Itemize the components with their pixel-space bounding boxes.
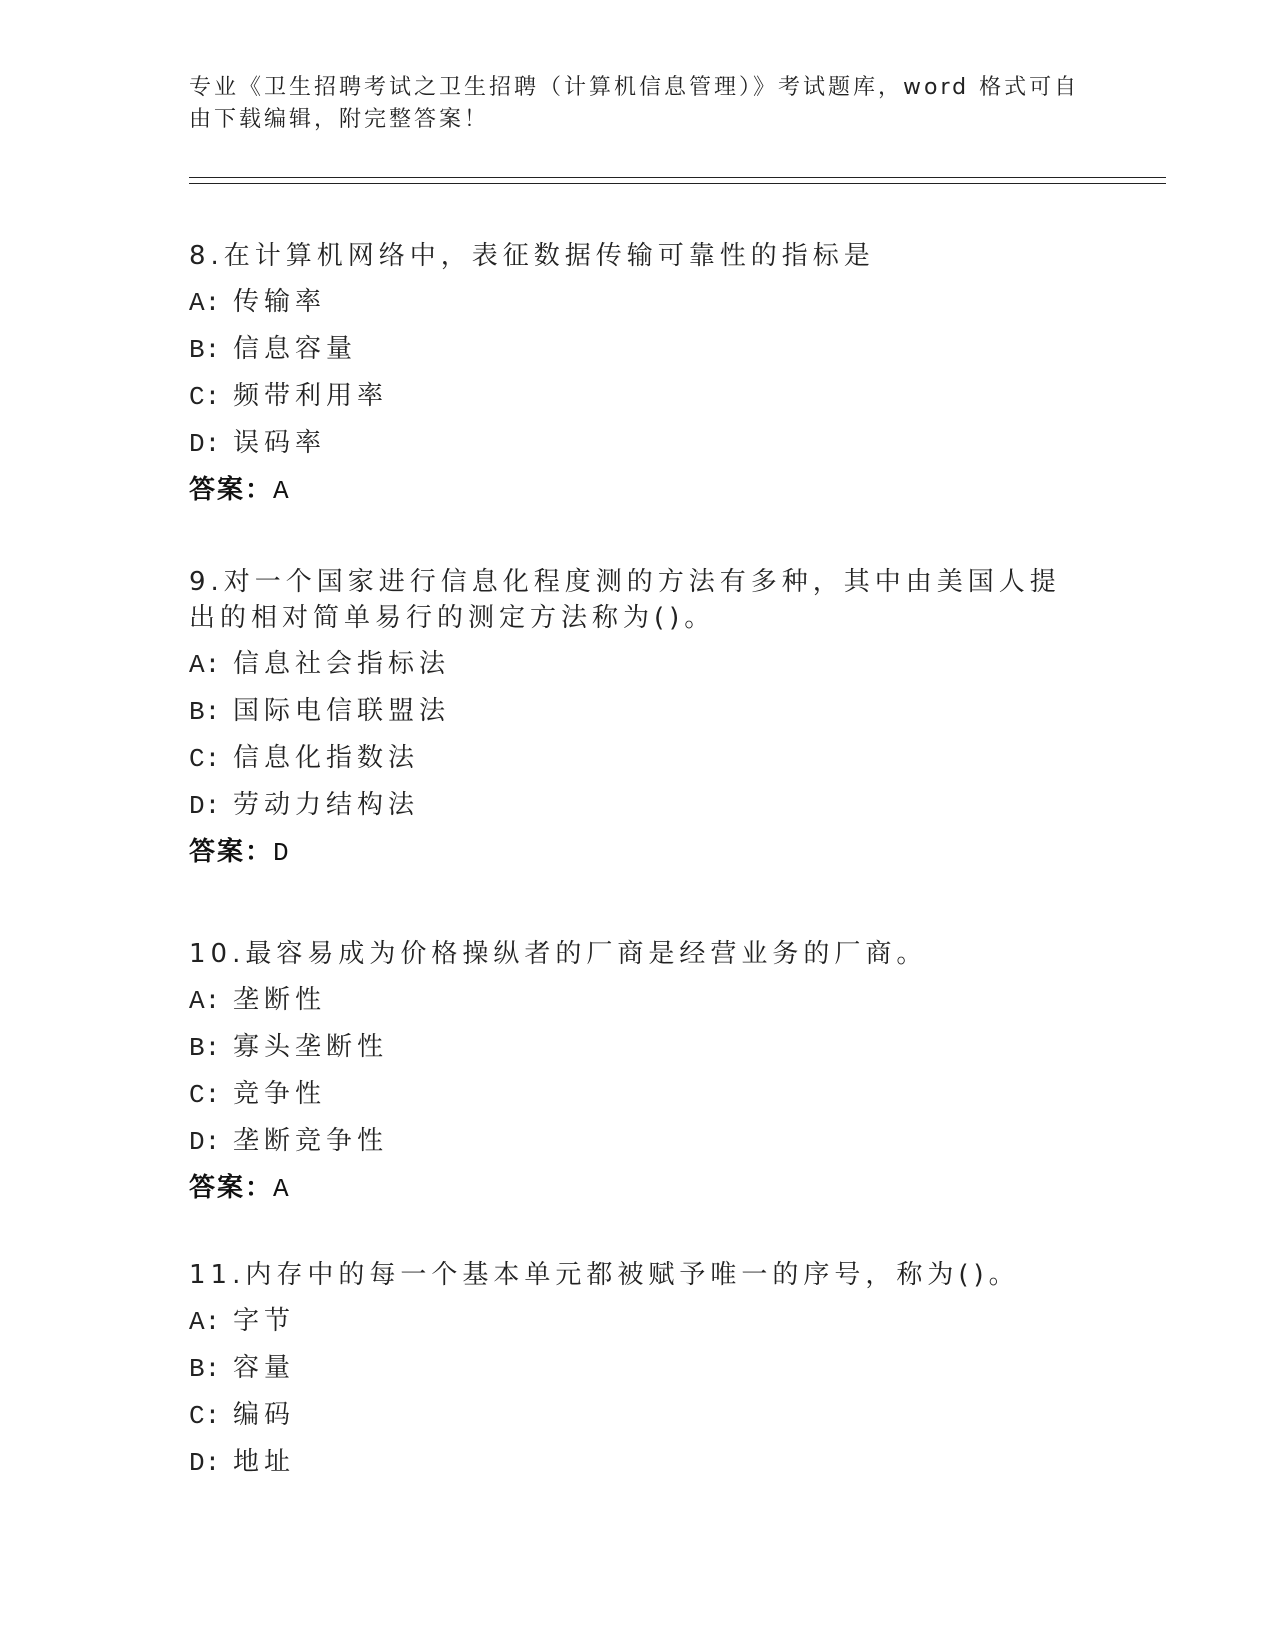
answer-label: 答案： bbox=[189, 837, 274, 867]
answer-line bbox=[189, 1170, 1089, 1207]
option-letter: D: bbox=[189, 429, 221, 459]
option-b bbox=[189, 1350, 1089, 1387]
option-d bbox=[189, 1123, 1089, 1160]
option-b bbox=[189, 1029, 1089, 1066]
option-letter: D: bbox=[189, 791, 221, 821]
option-text: 信息化指数法 bbox=[233, 743, 420, 773]
option-letter: A: bbox=[189, 650, 221, 680]
option-b bbox=[189, 331, 1089, 368]
header-divider-top bbox=[189, 177, 1166, 178]
document-header: 专业《卫生招聘考试之卫生招聘（计算机信息管理）》考试题库，word 格式可自由下载编辑，附完整答案！ bbox=[189, 75, 1080, 132]
option-letter: D: bbox=[189, 1127, 221, 1157]
option-a bbox=[189, 646, 1089, 683]
option-d bbox=[189, 425, 1089, 462]
option-text: 垄断性 bbox=[233, 985, 327, 1015]
question-stem: 8.在计算机网络中，表征数据传输可靠性的指标是 bbox=[189, 241, 875, 271]
option-letter: C: bbox=[189, 382, 221, 412]
option-text: 国际电信联盟法 bbox=[233, 696, 451, 726]
answer-line bbox=[189, 834, 1089, 871]
option-text: 编码 bbox=[233, 1400, 296, 1430]
option-letter: A: bbox=[189, 1307, 221, 1337]
option-text: 信息社会指标法 bbox=[233, 649, 451, 679]
option-text: 频带利用率 bbox=[233, 381, 389, 411]
option-text: 劳动力结构法 bbox=[233, 790, 420, 820]
option-letter: C: bbox=[189, 1080, 221, 1110]
option-c bbox=[189, 1076, 1089, 1113]
option-text: 字节 bbox=[233, 1306, 296, 1336]
question-stem: 11.内存中的每一个基本单元都被赋予唯一的序号，称为()。 bbox=[189, 1260, 1020, 1290]
option-text: 信息容量 bbox=[233, 334, 358, 364]
question-stem: 10.最容易成为价格操纵者的厂商是经营业务的厂商。 bbox=[189, 939, 928, 969]
option-a bbox=[189, 284, 1089, 321]
option-a bbox=[189, 982, 1089, 1019]
option-text: 垄断竞争性 bbox=[233, 1126, 389, 1156]
answer-label: 答案： bbox=[189, 1173, 274, 1203]
answer-value: A bbox=[273, 476, 291, 506]
option-c bbox=[189, 1397, 1089, 1434]
question-stem: 9.对一个国家进行信息化程度测的方法有多种，其中由美国人提出的相对简单易行的测定方法称为()。 bbox=[189, 567, 1061, 633]
question-8 bbox=[189, 238, 1089, 509]
answer-value: D bbox=[273, 838, 291, 868]
question-11 bbox=[189, 1257, 1089, 1481]
option-letter: D: bbox=[189, 1448, 221, 1478]
option-letter: C: bbox=[189, 744, 221, 774]
option-letter: B: bbox=[189, 335, 221, 365]
answer-value: A bbox=[273, 1174, 291, 1204]
option-d bbox=[189, 787, 1089, 824]
option-d bbox=[189, 1444, 1089, 1481]
option-a bbox=[189, 1303, 1089, 1340]
option-letter: B: bbox=[189, 1354, 221, 1384]
option-letter: B: bbox=[189, 1033, 221, 1063]
option-text: 容量 bbox=[233, 1353, 296, 1383]
option-letter: A: bbox=[189, 288, 221, 318]
question-9 bbox=[189, 564, 1089, 871]
option-text: 竞争性 bbox=[233, 1079, 327, 1109]
option-text: 地址 bbox=[233, 1447, 296, 1477]
answer-label: 答案： bbox=[189, 475, 274, 505]
option-text: 寡头垄断性 bbox=[233, 1032, 389, 1062]
option-letter: A: bbox=[189, 986, 221, 1016]
header-divider-bottom bbox=[189, 183, 1166, 184]
question-10 bbox=[189, 936, 1089, 1207]
option-c bbox=[189, 378, 1089, 415]
option-c bbox=[189, 740, 1089, 777]
answer-line bbox=[189, 472, 1089, 509]
option-text: 传输率 bbox=[233, 287, 327, 317]
option-letter: B: bbox=[189, 697, 221, 727]
option-letter: C: bbox=[189, 1401, 221, 1431]
option-b bbox=[189, 693, 1089, 730]
option-text: 误码率 bbox=[233, 428, 327, 458]
